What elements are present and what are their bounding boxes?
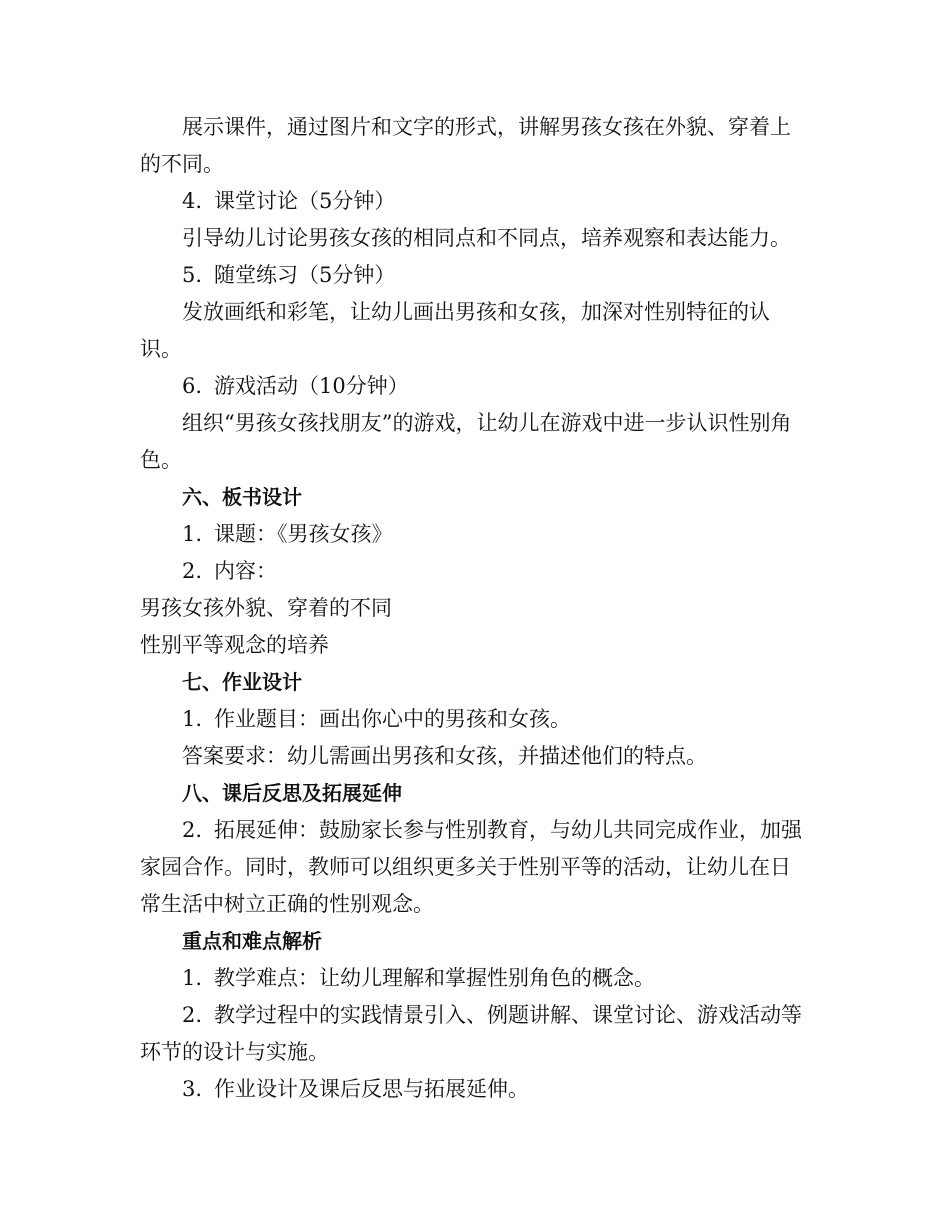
paragraph-drawing-task xyxy=(140,294,810,368)
paragraph-answer-requirement: 答案要求：幼儿需画出男孩和女孩，并描述他们的特点。 xyxy=(182,744,707,768)
list-item-game xyxy=(140,368,810,405)
item-number: 4. xyxy=(182,189,203,213)
item-text: 拓展延伸：鼓励家长参与性别教育，与幼儿共同完成作业，加强家园合作。同时，教师可以组织更多关于性别平等的活动，让幼儿在日常生活中树立正确的性别观念。 xyxy=(140,818,803,916)
list-item-difficulty xyxy=(140,960,810,997)
item-number: 2. xyxy=(182,559,203,583)
list-item-design xyxy=(140,1071,810,1108)
item-text: 课题：《男孩女孩》 xyxy=(214,522,393,546)
item-number: 2. xyxy=(182,1003,203,1027)
paragraph-game-description xyxy=(140,405,810,479)
item-number: 1. xyxy=(182,522,203,546)
item-number: 1. xyxy=(182,966,203,990)
list-item-content xyxy=(140,553,810,590)
item-text: 课堂讨论（5分钟） xyxy=(214,189,396,213)
section-heading-reflection: 八、课后反思及拓展延伸 xyxy=(182,781,402,805)
list-item-extension xyxy=(140,812,810,923)
paragraph-discussion-guide xyxy=(140,220,810,257)
section-heading-homework: 七、作业设计 xyxy=(182,670,302,694)
section-heading-blackboard: 六、板书设计 xyxy=(182,485,302,509)
list-item-topic xyxy=(140,516,810,553)
paragraph-text: 组织“男孩女孩找朋友”的游戏，让幼儿在游戏中进一步认识性别角色。 xyxy=(140,411,792,472)
list-item-homework-topic xyxy=(140,701,810,738)
item-number: 1. xyxy=(182,707,203,731)
item-number: 6. xyxy=(182,374,203,398)
item-text: 游戏活动（10分钟） xyxy=(214,374,409,398)
item-number: 3. xyxy=(182,1077,203,1101)
sub-item-appearance: 男孩女孩外貌、穿着的不同 xyxy=(140,596,392,620)
item-text: 作业设计及课后反思与拓展延伸。 xyxy=(214,1077,530,1101)
item-number: 2. xyxy=(182,818,203,842)
item-text: 教学过程中的实践情景引入、例题讲解、课堂讨论、游戏活动等环节的设计与实施。 xyxy=(140,1003,803,1064)
item-text: 作业题目：画出你心中的男孩和女孩。 xyxy=(214,707,572,731)
document-page xyxy=(140,109,810,1108)
list-item-class-discussion xyxy=(140,183,810,220)
item-text: 随堂练习（5分钟） xyxy=(214,263,396,287)
paragraph-courseware xyxy=(140,109,810,183)
list-item-process xyxy=(140,997,810,1071)
item-text: 内容： xyxy=(214,559,278,583)
item-number: 5. xyxy=(182,263,203,287)
paragraph-text: 发放画纸和彩笔，让幼儿画出男孩和女孩，加深对性别特征的认识。 xyxy=(140,300,770,361)
paragraph-text: 引导幼儿讨论男孩女孩的相同点和不同点，培养观察和表达能力。 xyxy=(182,226,791,250)
item-text: 教学难点：让幼儿理解和掌握性别角色的概念。 xyxy=(214,966,656,990)
sub-item-equality: 性别平等观念的培养 xyxy=(140,633,329,657)
list-item-practice xyxy=(140,257,810,294)
paragraph-text: 展示课件，通过图片和文字的形式，讲解男孩女孩在外貌、穿着上的不同。 xyxy=(140,115,791,176)
section-heading-analysis: 重点和难点解析 xyxy=(182,929,322,953)
